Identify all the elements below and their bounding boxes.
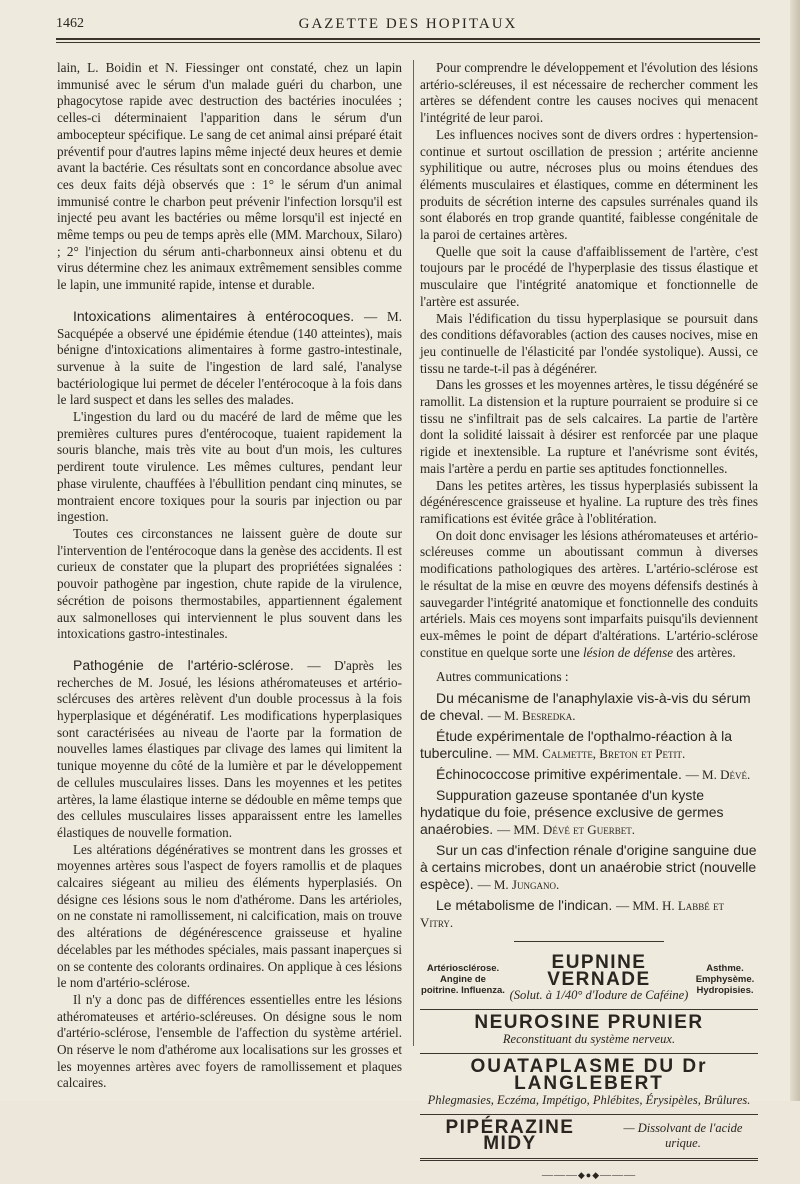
ad-eupnine-indications-left: Artériosclérose. Angine de poitrine. Influenza. — [421, 962, 505, 996]
ad-eupnine-name: EUPNINE VERNADE — [547, 952, 651, 990]
ad-ouataplasme-name: OUATAPLASME DU Dr LANGLEBERT — [470, 1056, 708, 1094]
right-paragraph-1: Pour comprendre le développement et l'évolution des lésions artério-scléreuses, il est nécessaire de rechercher comment les artères se défendent contre les causes nocives qui menacent l'intégrité de leur paroi. — [420, 60, 758, 126]
page-number: 1462 — [56, 16, 84, 31]
arteriosclerosis-intro: — D'après les recherches de M. Josué, les lésions athéromateuses et artério-sclércuses des artères relèvent d'un double processus à la fois hyperplasique et dégénératif. Les modifications hyperplasiques sont caractérisées au niveau de l'aorte par la formation de nouvelles lames élastiques par clivage des lames qui limitent la tunique moyenne du côté de la lumière et par le développement de cellules musculaires lisses. Dans les moyennes et les petites artères, la lame élastique interne se dédouble en même temps que des cellules musculaires lisses apparaissent entre les lamelles élastiques de nouvelle formation. — [57, 657, 403, 840]
ad-eupnine-indications-right: Asthme. Emphysème. Hydropisies. — [695, 962, 755, 996]
ad-eupnine-row — [420, 952, 758, 1003]
arteriosclerosis-paragraph-2: Les altérations dégénératives se montrent dans les grosses et moyennes artères sous l'aspect de foyers ramollis et de plaques calcaires siégeant au milieu des éléments hyperplasiés. On désigne ces lésions sous le nom d'athérome. Dans les artérioles, on ne constate ni ramollissement, ni calcification, mais on trouve des altérations de dégénérescence graisseuse et hyaline décelables par les méthodes spéciales, mais passant inaperçues si on se contente des colorants ordinaires. On applique à ces lésions le nom d'artério-sclérose. — [57, 841, 402, 991]
ad-neurosine-name: NEUROSINE PRUNIER — [474, 1012, 704, 1034]
communication-authors: — M. Besredka. — [487, 708, 576, 724]
communications-heading: Autres communications : — [436, 669, 569, 685]
communication-authors: — MM. Dévé et Guerbet. — [497, 822, 635, 838]
left-column — [57, 60, 402, 1092]
communication-title: Étude expérimentale de l'opthalmo-réaction à la tuberculine. — [420, 728, 733, 762]
ad-piperazine-subtitle: — Dissolvant de l'acide urique. — [623, 1121, 743, 1151]
ad-ouataplasme — [420, 1053, 758, 1107]
communication-authors: — MM. Calmette, Breton et Petit. — [496, 746, 686, 762]
ad-ouataplasme-subtitle: Phlegmasies, Eczéma, Impétigo, Phlébites, Érysipèles, Brûlures. — [427, 1092, 751, 1107]
communication-title: Échinococcose primitive expérimentale. — [436, 766, 682, 783]
right-paragraph-3: Quelle que soit la cause d'affaiblissement de l'artère, c'est toujours par le procédé de l'hyperplasie des tissus élastique et musculaire que l'intégrité anatomique et fonctionnelle de l'artère est assurée. — [420, 243, 758, 309]
communication-title: Le métabolisme de l'indican. — [436, 897, 613, 914]
right-paragraph-6: Dans les petites artères, les tissus hyperplasiés subissent la dégénérescence graisseuse et hyaline. La rupture des très fines ramifications est évitée grâce à l'oblitération. — [420, 477, 758, 526]
ad-piperazine-name: PIPÉRAZINE MIDY — [445, 1116, 575, 1155]
arteriosclerosis-section — [57, 657, 402, 842]
header-rule-thin — [56, 42, 760, 43]
conclusion-text: On doit donc envisager les lésions athéromateuses et artério-scléreuses comme un aboutissant commun à diverses modifications pathologiques des artères. L'artério-sclérose est le résultat de la mise en œuvre des moyens défensifs destinés à sauvegarder l'intégrité anatomique et fonctionnelle des conduits artériels. Mais ces moyens sont imparfaits puisqu'ils deviennent eux-mêmes le point de départ d'altérations. L'artério-sclérose constitue en quelque sorte une — [420, 527, 758, 660]
column-divider — [413, 60, 414, 1046]
communication-authors: — M. Dévé. — [685, 767, 751, 783]
ad-neurosine — [420, 1009, 758, 1047]
ad-eupnine-center — [506, 952, 692, 1003]
ads-separator — [514, 941, 664, 942]
conclusion-end: des artères. — [676, 644, 736, 660]
communication-title: Du mécanisme de l'anaphylaxie vis-à-vis du sérum de cheval. — [420, 690, 751, 724]
communication-authors: — MM. H. Labbé et Vitry. — [420, 898, 725, 931]
ad-eupnine-subtitle: (Solut. à 1/40° d'Iodure de Caféine) — [509, 988, 689, 1003]
ad-neurosine-subtitle: Reconstituant du système nerveux. — [502, 1032, 676, 1047]
communication-authors: — M. Jungano. — [477, 877, 560, 893]
ad-eupnine — [420, 950, 758, 1003]
right-paragraph-5: Dans les grosses et les moyennes artères, le tissu dégénéré se ramollit. La distension et la rupture pourraient se produire si ce tissu ne s'infiltrait pas de sels calcaires. La partie de l'artère dont la solidité laissait à désirer est renforcée par une plaque rigide et inextensible. La rupture et l'anévrisme sont évités, mais l'artère a perdu en partie ses aptitudes fonctionnelles. — [420, 377, 758, 476]
ad-piperazine-row — [420, 1116, 758, 1155]
communication-item — [420, 690, 758, 724]
enterococcus-paragraph-2: L'ingestion du lard ou du macéré de lard de même que les premières cultures pures d'entérocoque, tuaient rapidement la souris blanche, mais très vite au bout d'un mois, les cultures perdirent toute virulence. Les mêmes cultures, pendant leur phase virulente, chauffées à l'ébullition pendant cinq minutes, se montraient encore toxiques pour la souris par injection ou par ingestion. — [57, 409, 402, 525]
communication-item — [420, 766, 758, 783]
enterococcus-intro: — M. Sacquépée a observé une épidémie étendue (140 atteintes), mais bénigne d'intoxications alimentaires à forme gastro-intestinale, survenue à la suite de l'ingestion de lard salé, l'analyse bactériologique lui permet de déceler l'entérocoque à la fois dans le lard suspect et dans les selles des malades. — [57, 308, 403, 408]
conclusion-emphasis: lésion de défense — [582, 644, 674, 660]
communication-title: Sur un cas d'infection rénale d'origine sanguine due à certains microbes, dont un anaérobie strict (nouvelle espèce). — [420, 842, 757, 893]
publication-title: GAZETTE DES HOPITAUX — [298, 16, 518, 32]
ad-piperazine — [420, 1114, 758, 1153]
communication-item — [420, 728, 758, 762]
right-column — [420, 60, 758, 1184]
right-paragraph-7 — [420, 528, 758, 662]
ads-bottom-rule — [420, 1158, 758, 1161]
page-header — [56, 14, 760, 36]
anthrax-paragraph: lain, L. Boidin et N. Fiessinger ont constaté, chez un lapin immunisé avec le sérum d'un malade guéri du charbon, une phagocytose rapide avec destruction des bactéries inoculées ; celles-ci déterminaient l'apparition dans le sérum d'un ambocepteur spécifique. Le sang de cet animal ainsi préparé était préventif pour d'autres lapins même injecté deux heures et demie avant la bactérie. Ces résultats sont en concordance absolue avec ces deux faits déjà observés que : 1° le sérum d'un animal immunisé contre le charbon peut prévenir l'infection lorsqu'il est injecté peu avant les bactéries ou même lorsqu'il est injecté en même temps ou peu de temps après elle (MM. Marchoux, Silaro) ; 2° l'injection du sérum anti-charbonneux ainsi obtenu et du virus détermine chez les animaux extrêmement sensibles comme le lapin, une immunité rapide, intense et durable. — [57, 60, 402, 293]
right-paragraph-4: Mais l'édification du tissu hyperplasique se poursuit dans des conditions défavorables (action des causes nocives, mise en jeu continuelle de l'élasticité par l'ondée systolique). Aussi, ce tissu ne tarde-t-il pas à dégénérer. — [420, 310, 758, 376]
section-title-enterococcus: Intoxications alimentaires à entérocoques. — [73, 307, 355, 324]
enterococcus-section — [57, 308, 402, 409]
right-paragraph-2: Les influences nocives sont de divers ordres : hypertension-continue et surtout oscillation de pression ; artérite ancienne syphilitique ou autre, nécroses plus ou moins étendues des éléments musculaires et élastiques, comme en déterminent les produits de sécrétion interne des capsules surrénales quand ils sont élaborés en trop grande quantité, faiblesse congénitale de la paroi de certaines artères. — [420, 126, 758, 243]
communication-item — [420, 787, 758, 838]
section-title-arteriosclerosis: Pathogénie de l'artério-sclérose. — [73, 656, 294, 673]
communication-item — [420, 842, 758, 893]
header-rule — [56, 38, 760, 40]
communication-item — [420, 897, 758, 931]
communications-list — [420, 690, 758, 931]
arteriosclerosis-paragraph-3: Il n'y a donc pas de différences essentielles entre les lésions athéromateuses et artério-scléreuses. On désigne sous le nom d'artério-sclérose, l'ensemble de l'affection du système artériel. On réserve le nom d'athérome aux localisations sur les grosses et les moyennes artères avec foyers de ramollissement et plaques calcaires. — [57, 991, 402, 1091]
communication-title: Suppuration gazeuse spontanée d'un kyste hydatique du foie, présence exclusive de germes anaérobies. — [420, 787, 724, 838]
enterococcus-paragraph-3: Toutes ces circonstances ne laissent guère de doute sur l'intervention de l'entérocoque dans la genèse des accidents. Il est curieux de constater que la plupart des propriétées signalées : pouvoir pathogène par ingestion, chute rapide de la virulence, sécrétion de poisons thermostabiles, appartiennent également aux salmonelloses qui interviennent le plus souvent dans les intoxications gastro-intestinales. — [57, 525, 402, 642]
end-ornament: ———◆●◆——— — [541, 1168, 637, 1181]
